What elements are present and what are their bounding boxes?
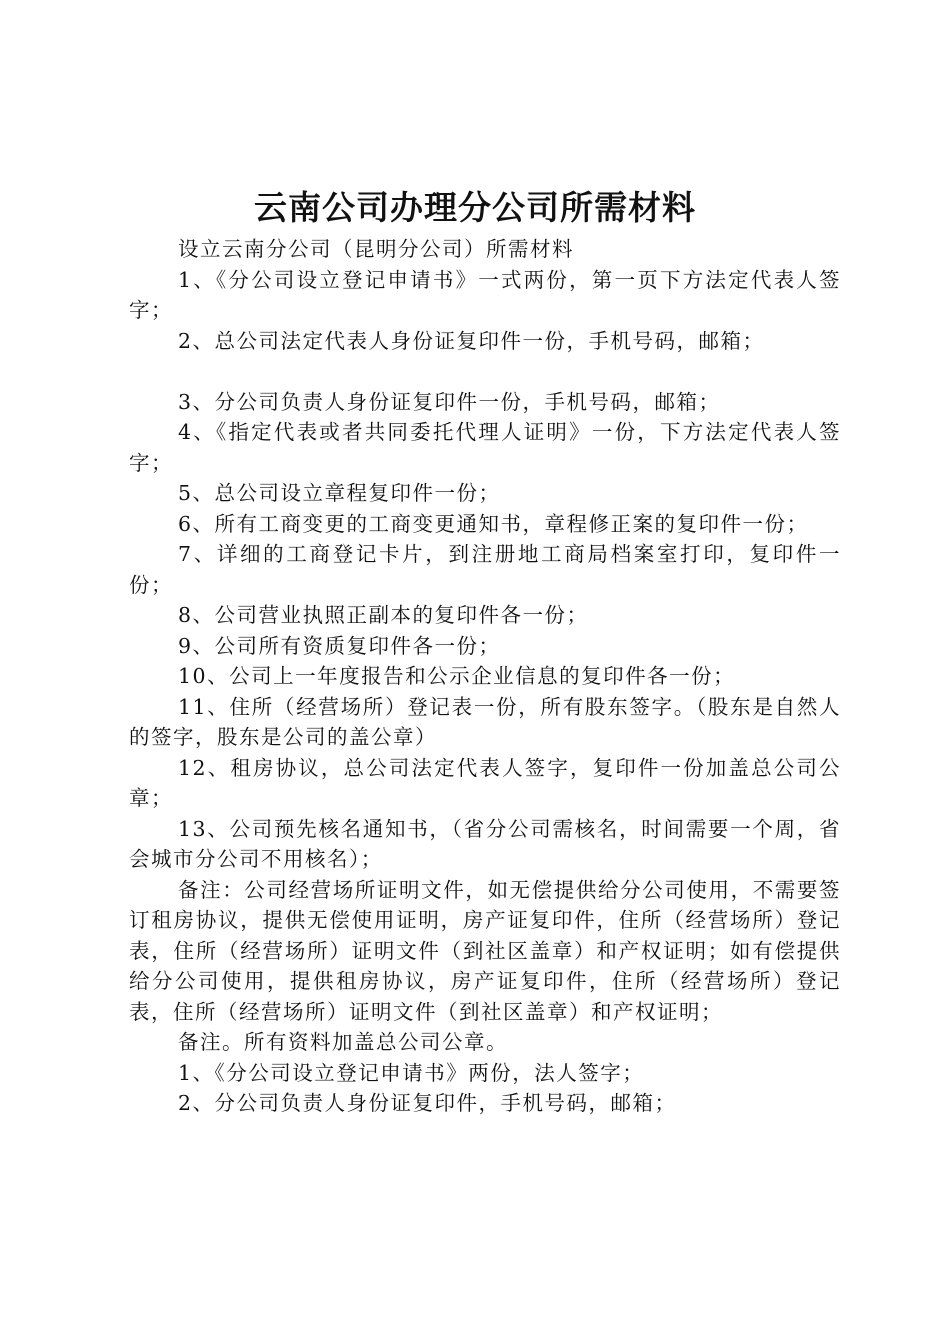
paragraph-note-2: 备注。所有资料加盖总公司公章。 <box>178 1030 508 1054</box>
paragraph-heading: 设立云南分公司（昆明分公司）所需材料 <box>178 237 574 261</box>
paragraph-item-6: 6、所有工商变更的工商变更通知书，章程修正案的复印件一份； <box>178 511 809 536</box>
paragraph-sub-item-1: 1、《分公司设立登记申请书》两份，法人签字； <box>178 1060 645 1085</box>
paragraph-item-2: 2、总公司法定代表人身份证复印件一份，手机号码，邮箱； <box>178 328 765 353</box>
document-body <box>129 234 841 1119</box>
paragraph-item-11: 11、住所（经营场所）登记表一份，所有股东签字。（股东是自然人的签字，股东是公司的盖公章） <box>129 694 841 749</box>
paragraph-note-1: 备注：公司经营场所证明文件，如无偿提供给分公司使用，不需要签订租房协议，提供无偿使用证明，房产证复印件，住所（经营场所）登记表，住所（经营场所）证明文件（到社区盖章）和产权证明；如有偿提供给分公司使用，提供租房协议，房产证复印件，住所（经营场所）登记表，住所（经营场所）证明文件（到社区盖章）和产权证明； <box>129 877 841 1024</box>
paragraph-item-7: 7、详细的工商登记卡片，到注册地工商局档案室打印，复印件一份； <box>129 542 841 597</box>
paragraph-item-9: 9、公司所有资质复印件各一份； <box>178 633 501 658</box>
blank-line <box>129 356 841 387</box>
paragraph-item-5: 5、总公司设立章程复印件一份； <box>178 481 501 505</box>
paragraph-item-8: 8、公司营业执照正副本的复印件各一份； <box>178 603 589 627</box>
paragraph-item-10: 10、公司上一年度报告和公示企业信息的复印件各一份； <box>178 664 736 688</box>
paragraph-sub-item-2: 2、分公司负责人身份证复印件，手机号码，邮箱； <box>178 1091 677 1115</box>
paragraph-item-13: 13、公司预先核名通知书，（省分公司需核名，时间需要一个周，省会城市分公司不用核名）； <box>129 816 841 871</box>
paragraph-item-1: 1、《分公司设立登记申请书》一式两份，第一页下方法定代表人签字； <box>129 267 841 322</box>
paragraph-item-4: 4、《指定代表或者共同委托代理人证明》一份，下方法定代表人签字； <box>129 420 841 475</box>
paragraph-item-12: 12、租房协议，总公司法定代表人签字，复印件一份加盖总公司公章； <box>129 755 841 810</box>
paragraph-item-3: 3、分公司负责人身份证复印件一份，手机号码，邮箱； <box>178 389 721 414</box>
document-title: 云南公司办理分公司所需材料 <box>254 188 696 227</box>
